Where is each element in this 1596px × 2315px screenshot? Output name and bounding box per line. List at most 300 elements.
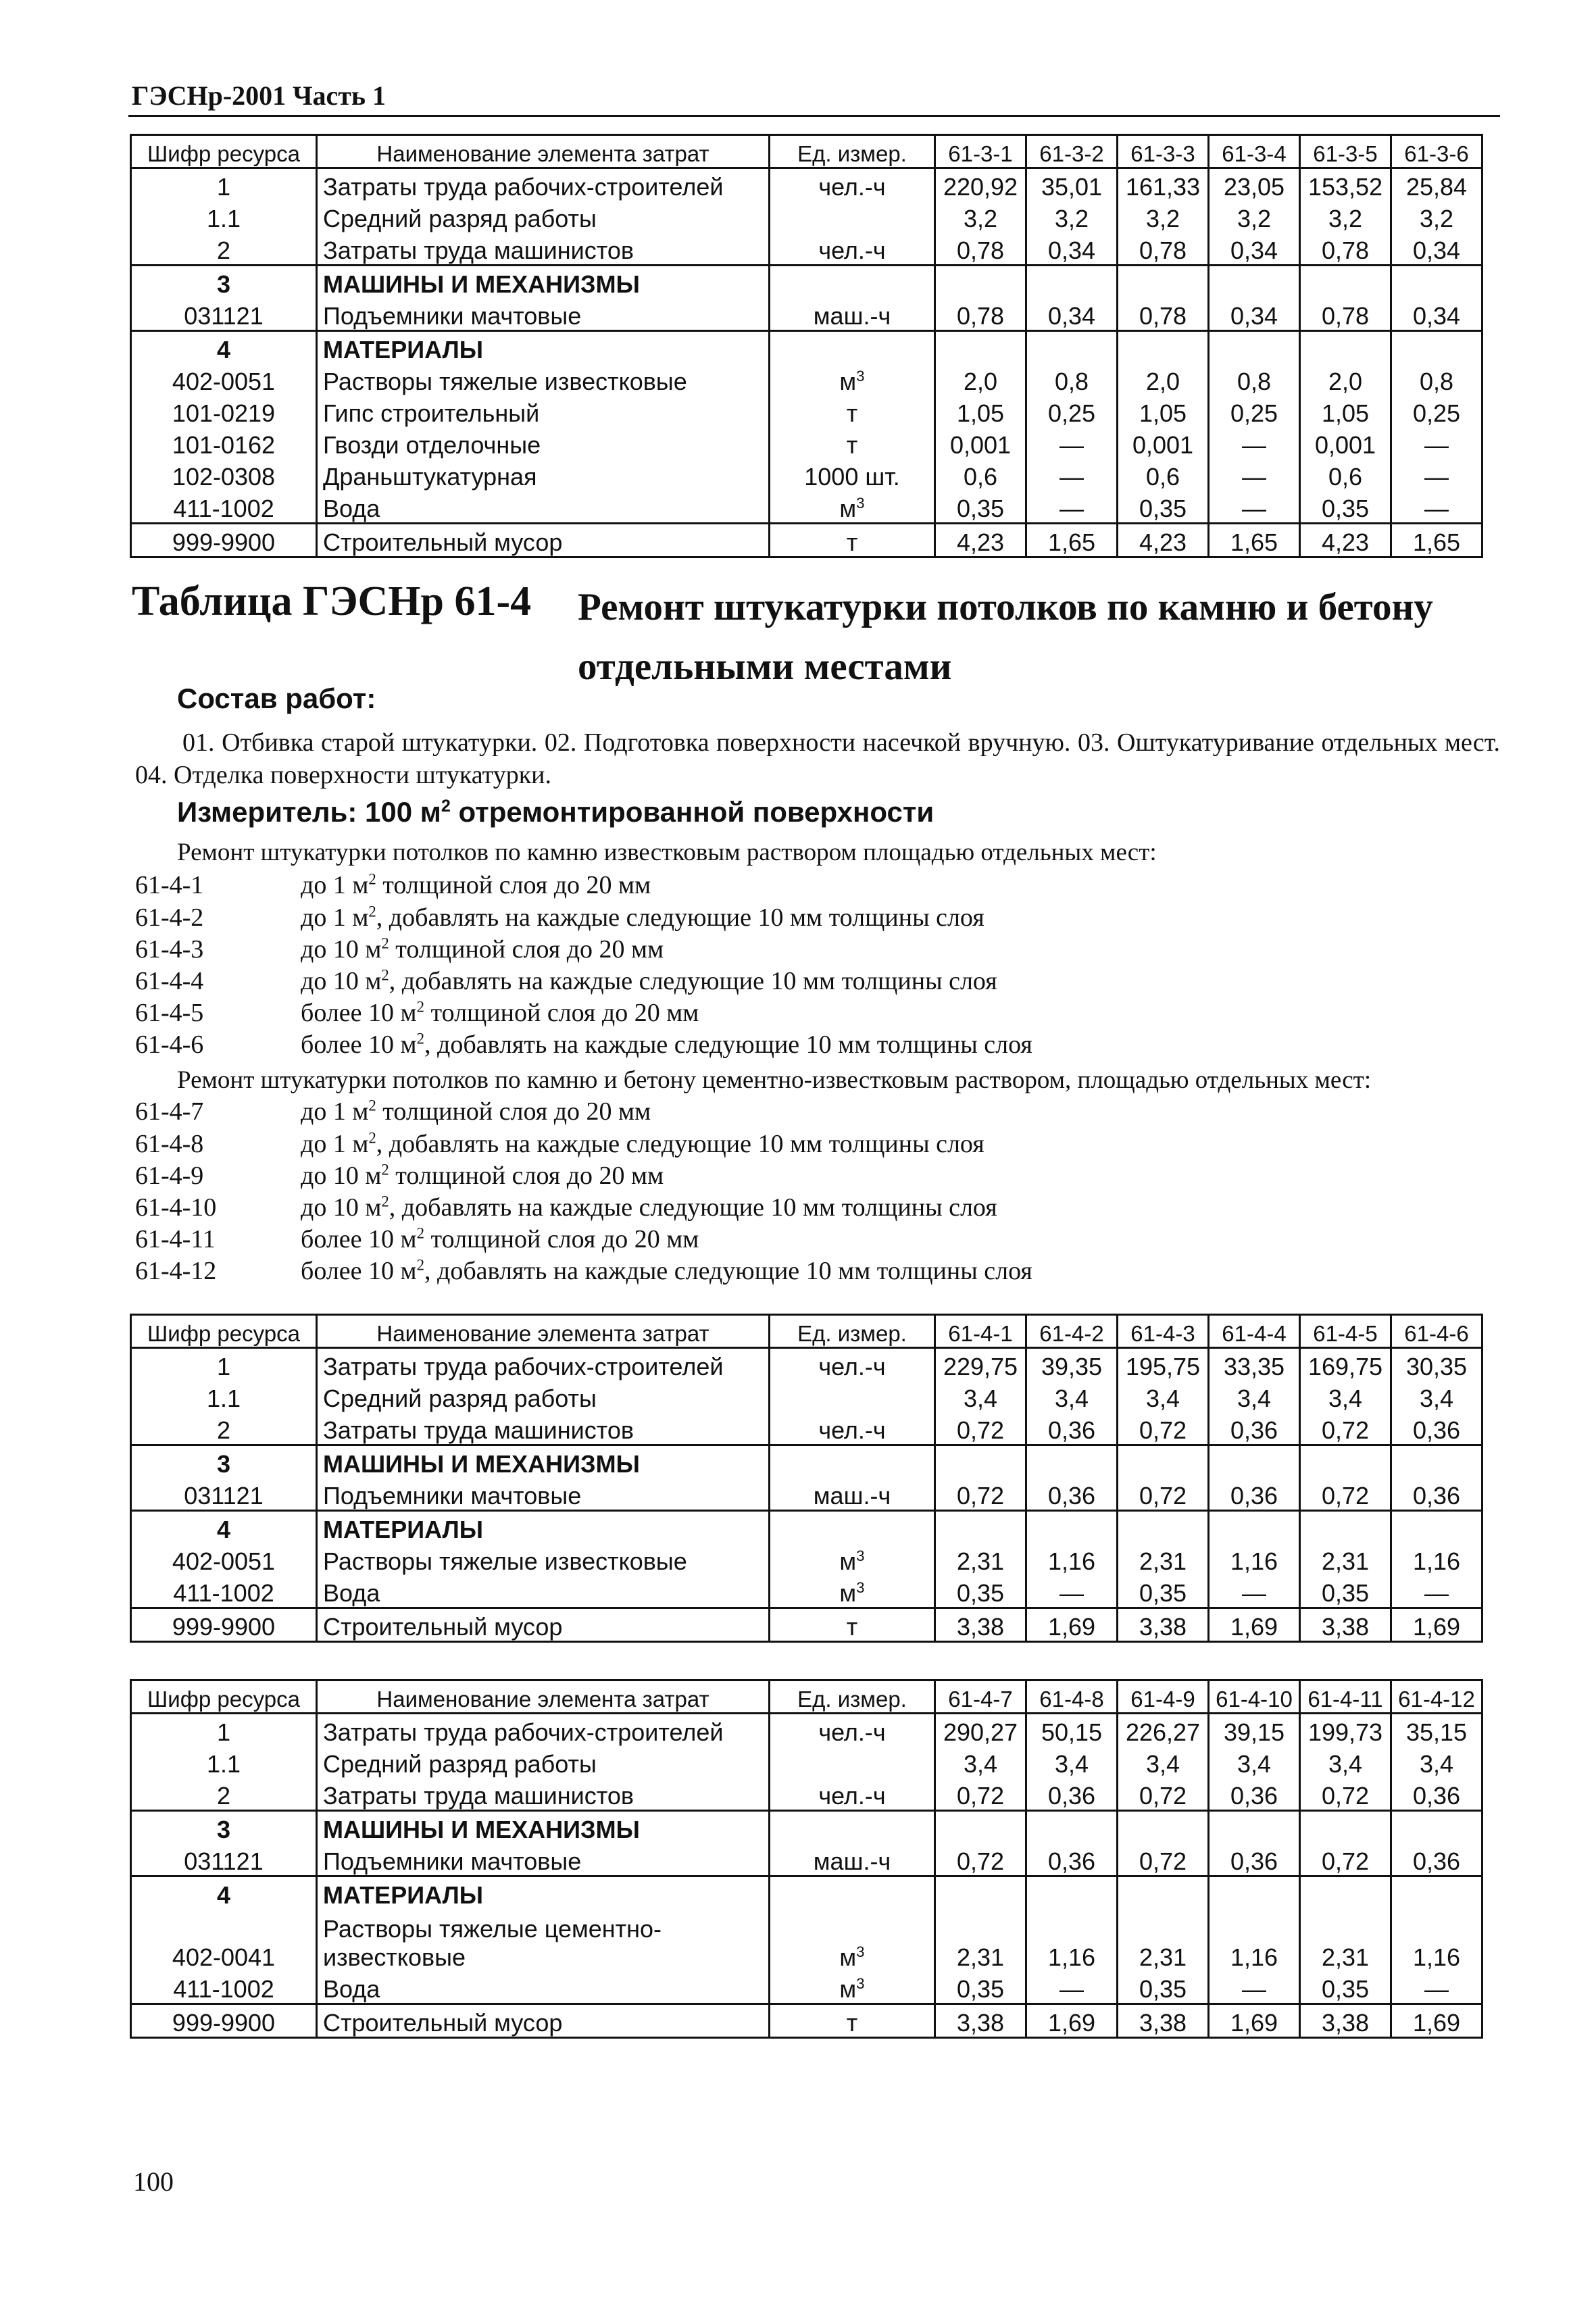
- norm-value: 0,72: [1300, 1478, 1391, 1511]
- norm-value: 0,34: [1391, 232, 1482, 266]
- norm-value: 0,35: [1118, 1971, 1209, 2004]
- resource-row: [131, 1608, 1482, 1642]
- header-norm-code: 61-3-6: [1391, 135, 1482, 168]
- item-desc-sup: 2: [381, 1193, 389, 1210]
- resource-unit: [770, 232, 935, 266]
- item-code: 61-4-11: [135, 1225, 216, 1253]
- section-row: [131, 1511, 1482, 1544]
- norm-value: 0,72: [935, 1478, 1026, 1511]
- norm-value: 3,2: [1026, 201, 1118, 232]
- norm-value: 1,65: [1391, 524, 1482, 557]
- resource-code: 411-1002: [131, 491, 317, 524]
- resource-name: Средний разряд работы: [317, 201, 770, 232]
- resource-code: 1: [131, 1714, 317, 1747]
- norm-value: 25,84: [1391, 168, 1482, 201]
- section-row: [131, 331, 1482, 364]
- item-desc-sup: 2: [368, 903, 376, 920]
- resource-table-61-3: [130, 134, 1483, 558]
- norm-value: 0,72: [1118, 1478, 1209, 1511]
- resource-unit: [770, 1380, 935, 1412]
- resource-row: [131, 395, 1482, 427]
- norm-value: 4,23: [1118, 524, 1209, 557]
- resource-name: Растворы тяжелые цементно-известковые: [317, 1909, 770, 1971]
- item-desc-sup: 2: [416, 1030, 424, 1047]
- norm-value: 0,25: [1026, 395, 1118, 427]
- meter-prefix: Измеритель: 100 м: [177, 796, 441, 828]
- resource-name: Вода: [317, 1971, 770, 2004]
- norm-value: [1209, 1876, 1300, 1910]
- norm-value: [1300, 266, 1391, 299]
- resource-unit: [770, 1714, 935, 1747]
- norm-value: 0,35: [935, 1971, 1026, 2004]
- header-rule: [128, 115, 1500, 117]
- norm-value: [1300, 1811, 1391, 1844]
- item-line: [135, 1097, 651, 1126]
- norm-value: 0,35: [1300, 1971, 1391, 2004]
- resource-row: [131, 232, 1482, 266]
- norm-value: —: [1026, 1971, 1118, 2004]
- resource-name: Строительный мусор: [317, 2004, 770, 2038]
- norm-value: 1,69: [1026, 2004, 1118, 2038]
- resource-code: 1.1: [131, 201, 317, 232]
- resource-code: 1: [131, 1348, 317, 1381]
- norm-value: 0,72: [1300, 1778, 1391, 1811]
- unit-sup: 3: [856, 1578, 865, 1596]
- unit-text: чел.-ч: [818, 1718, 886, 1746]
- norm-value: 50,15: [1026, 1714, 1118, 1747]
- norm-value: 4,23: [1300, 524, 1391, 557]
- unit-text: м: [839, 367, 857, 395]
- resource-name: Средний разряд работы: [317, 1380, 770, 1412]
- norm-value: 3,2: [1209, 201, 1300, 232]
- norm-value: 0,72: [935, 1778, 1026, 1811]
- item-desc-sup: 2: [368, 1097, 376, 1114]
- resource-row: [131, 427, 1482, 459]
- header-norm-code: 61-3-1: [935, 135, 1026, 168]
- resource-unit: [770, 427, 935, 459]
- resource-row: [131, 1575, 1482, 1608]
- work-composition-text: 01. Отбивка старой штукатурки. 02. Подготовка поверхности насечкой вручную. 03. Оштукатуривание отдельных мест. 04. Отделка поверхности штукатурки.: [135, 728, 1500, 789]
- norm-value: 0,72: [1118, 1843, 1209, 1876]
- item-desc-pre: более 10 м: [301, 1225, 417, 1253]
- resource-unit: [770, 1811, 935, 1844]
- item-desc-sup: 2: [416, 1256, 424, 1274]
- item-line: [135, 1129, 984, 1159]
- norm-value: 3,4: [1118, 1746, 1209, 1778]
- item-desc-pre: более 10 м: [301, 1257, 417, 1285]
- norm-value: [1300, 1445, 1391, 1478]
- item-line: [135, 998, 699, 1028]
- norm-value: 0,34: [1209, 298, 1300, 331]
- norm-value: 3,38: [1300, 2004, 1391, 2038]
- header-norm-code: 61-4-10: [1209, 1681, 1300, 1714]
- resource-name: Строительный мусор: [317, 1608, 770, 1642]
- item-desc-sup: 2: [416, 1224, 424, 1242]
- norm-value: 0,35: [1118, 491, 1209, 524]
- norm-value: 0,6: [935, 459, 1026, 491]
- resource-name: Затраты труда рабочих-строителей: [317, 1714, 770, 1747]
- norm-value: 0,34: [1209, 232, 1300, 266]
- norm-value: 0,78: [1118, 232, 1209, 266]
- norm-value: 1,69: [1209, 2004, 1300, 2038]
- unit-text: т: [846, 528, 858, 556]
- norm-value: 0,6: [1300, 459, 1391, 491]
- unit-text: т: [846, 399, 858, 427]
- item-desc-pre: до 1 м: [301, 1130, 369, 1158]
- resource-code: 2: [131, 232, 317, 266]
- item-code: 61-4-7: [135, 1097, 204, 1126]
- resource-code: 402-0051: [131, 364, 317, 395]
- norm-value: 0,6: [1118, 459, 1209, 491]
- unit-text: маш.-ч: [813, 1847, 891, 1875]
- resource-code: 3: [131, 1811, 317, 1844]
- item-desc-pre: до 1 м: [301, 871, 369, 899]
- resource-unit: [770, 491, 935, 524]
- resource-table-61-4-7-12: [130, 1679, 1483, 2039]
- resource-unit: [770, 1348, 935, 1381]
- item-line: [135, 1161, 664, 1191]
- norm-value: 30,35: [1391, 1348, 1482, 1381]
- unit-text: м: [839, 1578, 857, 1607]
- resource-code: 999-9900: [131, 2004, 317, 2038]
- header-name: Наименование элемента затрат: [317, 1315, 770, 1348]
- norm-value: [1391, 1445, 1482, 1478]
- header-norm-code: 61-4-12: [1391, 1681, 1482, 1714]
- norm-value: 3,38: [1300, 1608, 1391, 1642]
- unit-text: чел.-ч: [818, 1352, 886, 1380]
- norm-value: 0,36: [1391, 1478, 1482, 1511]
- norm-value: [1209, 1445, 1300, 1478]
- norm-value: 0,35: [935, 491, 1026, 524]
- item-line: [135, 935, 664, 964]
- item-desc-sup: 2: [381, 1161, 389, 1178]
- resource-name: Растворы тяжелые известковые: [317, 1543, 770, 1575]
- norm-value: 0,78: [1118, 298, 1209, 331]
- item-desc-post: , добавлять на каждые следующие 10 мм толщины слоя: [424, 1030, 1032, 1059]
- resource-name: Затраты труда машинистов: [317, 1412, 770, 1445]
- norm-value: 0,001: [1300, 427, 1391, 459]
- norm-value: 0,72: [1118, 1412, 1209, 1445]
- header-norm-code: 61-4-3: [1118, 1315, 1209, 1348]
- norm-value: 35,15: [1391, 1714, 1482, 1747]
- header-norm-code: 61-4-9: [1118, 1681, 1209, 1714]
- norm-value: 3,2: [1391, 201, 1482, 232]
- resource-unit: [770, 1412, 935, 1445]
- norm-value: 1,69: [1391, 1608, 1482, 1642]
- resource-code: 3: [131, 1445, 317, 1478]
- item-code: 61-4-10: [135, 1193, 217, 1222]
- norm-value: 39,35: [1026, 1348, 1118, 1381]
- norm-value: 0,001: [935, 427, 1026, 459]
- norm-value: —: [1209, 427, 1300, 459]
- norm-value: [1118, 1876, 1209, 1910]
- section-row: [131, 1445, 1482, 1478]
- norm-value: 0,8: [1391, 364, 1482, 395]
- unit-text: чел.-ч: [818, 1781, 886, 1810]
- norm-value: 0,34: [1026, 298, 1118, 331]
- unit-sup: 3: [856, 1943, 865, 1960]
- resource-unit: [770, 1971, 935, 2004]
- item-desc-post: , добавлять на каждые следующие 10 мм толщины слоя: [376, 1130, 984, 1158]
- norm-value: [1118, 1811, 1209, 1844]
- resource-row: [131, 201, 1482, 232]
- norm-value: 3,4: [1391, 1746, 1482, 1778]
- unit-text: м: [839, 1547, 857, 1575]
- resource-code: 031121: [131, 1478, 317, 1511]
- group2-intro: Ремонт штукатурки потолков по камню и бетону цементно-известковым раствором, площадью отдельных мест:: [177, 1066, 1372, 1094]
- resource-code: 411-1002: [131, 1575, 317, 1608]
- item-desc-post: толщиной слоя до 20 мм: [424, 1225, 699, 1253]
- meter-suffix: отремонтированной поверхности: [450, 796, 934, 828]
- resource-code: 1.1: [131, 1746, 317, 1778]
- unit-text: т: [846, 430, 858, 459]
- resource-code: 031121: [131, 1843, 317, 1876]
- item-code: 61-4-6: [135, 1030, 204, 1059]
- norm-value: [1026, 1511, 1118, 1544]
- header-norm-code: 61-4-4: [1209, 1315, 1300, 1348]
- norm-value: 195,75: [1118, 1348, 1209, 1381]
- resource-name: Средний разряд работы: [317, 1746, 770, 1778]
- norm-value: 35,01: [1026, 168, 1118, 201]
- norm-value: 2,31: [1300, 1909, 1391, 1971]
- norm-value: 0,72: [935, 1412, 1026, 1445]
- item-line: [135, 966, 997, 996]
- norm-value: 0,72: [1118, 1778, 1209, 1811]
- norm-value: [1391, 266, 1482, 299]
- norm-value: 1,65: [1026, 524, 1118, 557]
- norm-value: 1,69: [1026, 1608, 1118, 1642]
- norm-value: [935, 1876, 1026, 1910]
- resource-code: 101-0162: [131, 427, 317, 459]
- item-line: [135, 903, 984, 932]
- table-heading: Ремонт штукатурки потолков по камню и бетону отдельными местами: [578, 586, 1433, 688]
- resource-row: [131, 1348, 1482, 1381]
- norm-value: 0,36: [1026, 1412, 1118, 1445]
- norm-value: 0,001: [1118, 427, 1209, 459]
- page-number: 100: [133, 2166, 174, 2197]
- norm-value: —: [1209, 1575, 1300, 1608]
- norm-value: 1,69: [1391, 2004, 1482, 2038]
- norm-value: 3,4: [935, 1380, 1026, 1412]
- norm-value: 3,4: [1209, 1746, 1300, 1778]
- header-code: Шифр ресурса: [131, 1315, 317, 1348]
- resource-row: [131, 168, 1482, 201]
- norm-value: 1,65: [1209, 524, 1300, 557]
- unit-text: чел.-ч: [818, 236, 886, 264]
- norm-value: 1,16: [1209, 1543, 1300, 1575]
- resource-row: [131, 1380, 1482, 1412]
- item-desc-post: , добавлять на каждые следующие 10 мм толщины слоя: [424, 1257, 1032, 1285]
- resource-code: 1: [131, 168, 317, 201]
- resource-code: 402-0041: [131, 1909, 317, 1971]
- norm-value: 0,78: [935, 298, 1026, 331]
- resource-name: МАШИНЫ И МЕХАНИЗМЫ: [317, 1445, 770, 1478]
- norm-value: 3,2: [1300, 201, 1391, 232]
- unit-text: 1000 шт.: [804, 462, 900, 491]
- resource-name: Подъемники мачтовые: [317, 1843, 770, 1876]
- norm-value: 1,16: [1391, 1909, 1482, 1971]
- norm-value: —: [1391, 427, 1482, 459]
- norm-value: 0,78: [1300, 298, 1391, 331]
- norm-value: 0,72: [1300, 1412, 1391, 1445]
- norm-value: 0,36: [1209, 1478, 1300, 1511]
- norm-value: 3,38: [935, 2004, 1026, 2038]
- norm-value: [935, 1811, 1026, 1844]
- resource-name: МАТЕРИАЛЫ: [317, 1511, 770, 1544]
- norm-value: 3,2: [935, 201, 1026, 232]
- resource-unit: [770, 1909, 935, 1971]
- header-norm-code: 61-3-2: [1026, 135, 1118, 168]
- norm-value: 290,27: [935, 1714, 1026, 1747]
- item-desc-pre: до 10 м: [301, 1193, 382, 1222]
- norm-value: 3,4: [1209, 1380, 1300, 1412]
- resource-code: 3: [131, 266, 317, 299]
- norm-value: [1118, 1445, 1209, 1478]
- header-name: Наименование элемента затрат: [317, 135, 770, 168]
- resource-name: Растворы тяжелые известковые: [317, 364, 770, 395]
- norm-value: [1026, 1811, 1118, 1844]
- header-norm-code: 61-4-5: [1300, 1315, 1391, 1348]
- section-row: [131, 1811, 1482, 1844]
- item-desc-post: , добавлять на каждые следующие 10 мм толщины слоя: [389, 1193, 997, 1222]
- norm-value: 1,05: [935, 395, 1026, 427]
- section-row: [131, 266, 1482, 299]
- item-code: 61-4-3: [135, 935, 204, 964]
- header-norm-code: 61-4-11: [1300, 1681, 1391, 1714]
- resource-unit: [770, 459, 935, 491]
- header-code: Шифр ресурса: [131, 1681, 317, 1714]
- resource-unit: [770, 168, 935, 201]
- norm-value: [1209, 331, 1300, 364]
- item-desc-pre: до 10 м: [301, 967, 382, 995]
- header-norm-code: 61-3-3: [1118, 135, 1209, 168]
- resource-name: Затраты труда машинистов: [317, 1778, 770, 1811]
- norm-value: 0,78: [1300, 232, 1391, 266]
- norm-value: 161,33: [1118, 168, 1209, 201]
- item-desc-post: , добавлять на каждые следующие 10 мм толщины слоя: [389, 967, 997, 995]
- norm-value: [1300, 1511, 1391, 1544]
- norm-value: 3,4: [1300, 1746, 1391, 1778]
- item-code: 61-4-12: [135, 1257, 217, 1285]
- resource-unit: [770, 266, 935, 299]
- resource-row: [131, 364, 1482, 395]
- resource-unit: [770, 1543, 935, 1575]
- resource-row: [131, 298, 1482, 331]
- meter-sup: 2: [441, 797, 451, 816]
- item-code: 61-4-9: [135, 1162, 204, 1190]
- resource-unit: [770, 1746, 935, 1778]
- norm-value: 1,05: [1118, 395, 1209, 427]
- norm-value: 3,2: [1118, 201, 1209, 232]
- item-desc-post: , добавлять на каждые следующие 10 мм толщины слоя: [376, 903, 984, 932]
- unit-sup: 3: [856, 367, 865, 384]
- norm-value: —: [1026, 427, 1118, 459]
- norm-value: [1118, 1511, 1209, 1544]
- item-desc-pre: до 1 м: [301, 903, 369, 932]
- norm-value: 0,36: [1391, 1412, 1482, 1445]
- norm-value: 153,52: [1300, 168, 1391, 201]
- item-desc-post: толщиной слоя до 20 мм: [389, 935, 664, 964]
- norm-value: [935, 1511, 1026, 1544]
- item-desc-pre: более 10 м: [301, 999, 417, 1027]
- resource-name: Строительный мусор: [317, 524, 770, 557]
- resource-code: 999-9900: [131, 1608, 317, 1642]
- item-desc-pre: до 10 м: [301, 1162, 382, 1190]
- norm-value: 0,72: [935, 1843, 1026, 1876]
- item-line: [135, 870, 651, 900]
- resource-name: МАТЕРИАЛЫ: [317, 331, 770, 364]
- norm-value: 0,36: [1391, 1778, 1482, 1811]
- norm-value: 0,8: [1209, 364, 1300, 395]
- norm-value: 3,4: [1391, 1380, 1482, 1412]
- resource-name: МАТЕРИАЛЫ: [317, 1876, 770, 1910]
- resource-unit: [770, 1876, 935, 1910]
- norm-value: 2,31: [1300, 1543, 1391, 1575]
- header-norm-code: 61-3-4: [1209, 135, 1300, 168]
- norm-value: 2,0: [935, 364, 1026, 395]
- resource-row: [131, 1543, 1482, 1575]
- item-desc-sup: 2: [381, 935, 389, 952]
- resource-name: Затраты труда рабочих-строителей: [317, 168, 770, 201]
- resource-row: [131, 491, 1482, 524]
- table-header-row: [131, 1681, 1482, 1714]
- norm-value: 3,4: [1026, 1746, 1118, 1778]
- norm-value: 1,16: [1026, 1543, 1118, 1575]
- norm-value: 226,27: [1118, 1714, 1209, 1747]
- unit-text: т: [846, 1612, 858, 1641]
- item-desc-sup: 2: [368, 1129, 376, 1147]
- norm-value: —: [1391, 1575, 1482, 1608]
- item-desc-pre: до 10 м: [301, 935, 382, 964]
- norm-value: 39,15: [1209, 1714, 1300, 1747]
- norm-value: 2,31: [1118, 1543, 1209, 1575]
- norm-value: 0,36: [1026, 1478, 1118, 1511]
- norm-value: —: [1026, 1575, 1118, 1608]
- norm-value: —: [1209, 491, 1300, 524]
- unit-sup: 3: [856, 1974, 865, 1992]
- norm-value: [1300, 1876, 1391, 1910]
- resource-name: Драньштукатурная: [317, 459, 770, 491]
- header-norm-code: 61-4-2: [1026, 1315, 1118, 1348]
- resource-code: 2: [131, 1412, 317, 1445]
- item-line: [135, 1224, 699, 1254]
- norm-value: 3,38: [935, 1608, 1026, 1642]
- norm-value: [935, 331, 1026, 364]
- resource-unit: [770, 1478, 935, 1511]
- item-desc-sup: 2: [381, 966, 389, 984]
- norm-value: 2,31: [1118, 1909, 1209, 1971]
- norm-value: 0,36: [1026, 1843, 1118, 1876]
- norm-value: 169,75: [1300, 1348, 1391, 1381]
- norm-value: 0,36: [1209, 1843, 1300, 1876]
- resource-row: [131, 1843, 1482, 1876]
- table-header-row: [131, 1315, 1482, 1348]
- unit-text: м: [839, 494, 857, 522]
- resource-code: 102-0308: [131, 459, 317, 491]
- header-norm-code: 61-3-5: [1300, 135, 1391, 168]
- resource-name: Гвозди отделочные: [317, 427, 770, 459]
- resource-unit: [770, 298, 935, 331]
- norm-value: [1026, 1876, 1118, 1910]
- table-title: Таблица ГЭСНр 61-4: [132, 578, 532, 624]
- section-row: [131, 1876, 1482, 1910]
- resource-unit: [770, 201, 935, 232]
- item-line: [135, 1256, 1032, 1286]
- resource-row: [131, 1909, 1482, 1971]
- norm-value: [1026, 266, 1118, 299]
- running-header: ГЭСНр-2001 Часть 1: [132, 80, 386, 111]
- resource-name: Вода: [317, 1575, 770, 1608]
